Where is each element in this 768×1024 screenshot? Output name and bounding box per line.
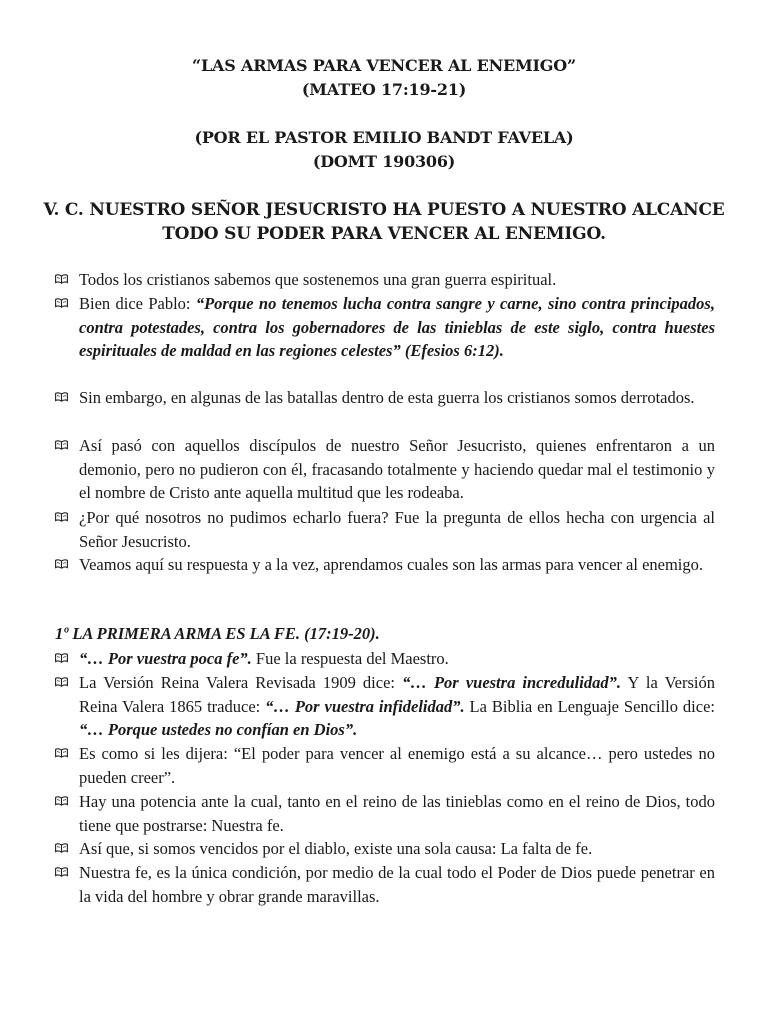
intro-bullet-3: Sin embargo, en algunas de las batallas dentro de esta guerra los cristianos somos derrotados. (55, 386, 715, 410)
scripture-quote: “… Por vuestra incredulidad”. (402, 673, 621, 692)
intro-bullet-5: ¿Por qué nosotros no pudimos echarlo fuera? Fue la pregunta de ellos hecha con urgencia al Señor Jesucristo. (55, 506, 715, 553)
bullet-tail: Fue la respuesta del Maestro. (251, 649, 449, 668)
open-book-icon (55, 748, 68, 758)
section-bullet-2: La Versión Reina Valera Revisada 1909 dice: “… Por vuestra incredulidad”. Y la Versión Reina Valera 1865 traduce: “… Por vuestra infidelidad”. La Biblia en Lenguaje Sencillo dice: “… Porque ustedes no confían en Dios”. (55, 671, 715, 742)
intro-bullet-1: Todos los cristianos sabemos que sostenemos una gran guerra espiritual. (55, 268, 715, 292)
open-book-icon (55, 559, 68, 569)
section-heading: 1º LA PRIMERA ARMA ES LA FE. (17:19-20). (55, 624, 380, 643)
scripture-quote: “… Por vuestra poca fe”. (79, 649, 252, 668)
intro-bullet-4: Así pasó con aquellos discípulos de nuestro Señor Jesucristo, quienes enfrentaron a un demonio, pero no pudieron con él, fracasando totalmente y haciendo quedar mal el testimonio y el nombre de Cristo ante aquella multitud que les rodeaba. (55, 434, 715, 505)
open-book-icon (55, 512, 68, 522)
bullet-lead: Bien dice Pablo: (79, 294, 196, 313)
document-code: (DOMT 190306) (312, 152, 456, 171)
scripture-quote: “… Porque ustedes no confían en Dios”. (79, 720, 358, 739)
open-book-icon (55, 274, 68, 284)
theme-statement: V. C. NUESTRO SEÑOR JESUCRISTO HA PUESTO A NUESTRO ALCANCE TODO SU PODER PARA VENCER AL ENEMIGO. (43, 200, 725, 244)
scripture-quote: “… Por vuestra infidelidad”. (265, 696, 465, 716)
open-book-icon (55, 440, 68, 450)
section-bullet-1 (55, 647, 715, 671)
section-bullet-6: Nuestra fe, es la única condición, por medio de la cual todo el Poder de Dios puede penetrar en la vida del hombre y obrar grande maravillas. (55, 861, 715, 908)
section-bullet-4: Hay una potencia ante la cual, tanto en el reino de las tinieblas como en el reino de Dios, todo tiene que postrarse: Nuestra fe. (55, 790, 715, 837)
open-book-icon (55, 796, 68, 806)
section-bullet-3: Es como si les dijera: “El poder para vencer al enemigo está a su alcance… pero ustedes no pueden creer”. (55, 742, 715, 789)
section-bullet-5: Así que, si somos vencidos por el diablo, existe una sola causa: La falta de fe. (55, 837, 715, 861)
scripture-reference: (MATEO 17:19-21) (301, 80, 467, 99)
open-book-icon (55, 298, 68, 308)
open-book-icon (55, 867, 68, 877)
open-book-icon (55, 677, 68, 687)
intro-bullet-6: Veamos aquí su respuesta y a la vez, aprendamos cuales son las armas para vencer al enemigo. (55, 553, 715, 577)
open-book-icon (55, 843, 68, 853)
intro-bullet-2 (55, 292, 715, 363)
open-book-icon (55, 392, 68, 402)
open-book-icon (55, 653, 68, 663)
author-line: (POR EL PASTOR EMILIO BANDT FAVELA) (194, 128, 574, 147)
document-title: “LAS ARMAS PARA VENCER AL ENEMIGO” (192, 56, 576, 75)
scripture-quote: “Porque no tenemos lucha contra sangre y carne, sino contra principados, contra potestades, contra los gobernadores de las tinieblas de este siglo, contra huestes espirituales de maldad en las regiones celestes” (Efesios 6:12). (79, 294, 715, 360)
